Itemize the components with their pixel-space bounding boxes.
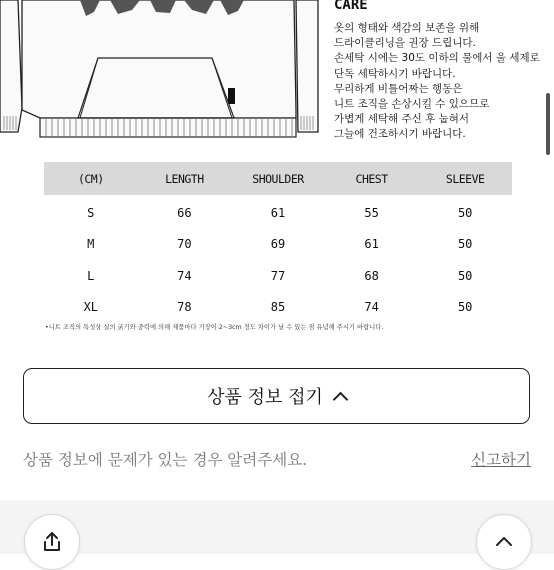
header-cell: SLEEVE [445, 171, 485, 186]
table-cell: 66 [177, 205, 192, 220]
table-cell: 50 [457, 205, 473, 220]
care-line: 무리하게 비틀어짜는 행동은 [334, 82, 463, 95]
care-title: CARE [334, 0, 368, 13]
care-line: 그늘에 건조하시기 바랍니다. [334, 128, 466, 141]
table-cell: 50 [457, 237, 473, 252]
table-cell: 61 [270, 205, 286, 220]
table-cell: 50 [457, 300, 473, 315]
care-line: 니트 조직을 손상시킬 수 있으므로 [334, 98, 490, 111]
care-line: 옷의 형태와 색감의 보존을 위해 [334, 22, 480, 34]
table-row [44, 292, 512, 324]
report-prompt-text: 상품 정보에 문제가 있는 경우 알려주세요. [23, 451, 308, 469]
share-button[interactable] [24, 514, 80, 570]
table-row [44, 229, 512, 261]
chevron-up-icon [492, 530, 516, 554]
table-cell: 78 [177, 300, 192, 315]
care-line: 손세탁 시에는 30도 이하의 물에서 울 세제로 [334, 52, 540, 65]
table-cell: 55 [364, 205, 379, 220]
report-link[interactable]: 신고하기 [471, 451, 531, 469]
header-cell: CHEST [355, 171, 388, 186]
care-line: 드라이클리닝을 권장 드립니다. [334, 37, 476, 50]
share-icon [40, 530, 64, 554]
scroll-to-top-button[interactable] [476, 514, 532, 570]
collapse-button-label: 상품 정보 접기 [207, 387, 323, 408]
table-cell: XL [83, 300, 99, 315]
chevron-up-icon [333, 391, 349, 407]
table-cell: L [87, 268, 95, 283]
bottom-action-bar [0, 500, 554, 554]
collapse-product-info-button[interactable] [23, 368, 530, 424]
table-cell: 74 [177, 268, 192, 283]
table-row [44, 260, 512, 292]
care-line: 단독 세탁하시기 바랍니다. [334, 67, 456, 80]
size-table [44, 162, 512, 323]
header-cell: SHOULDER [252, 171, 304, 186]
care-line: 가볍게 세탁해 주신 후 눕혀서 [334, 113, 470, 126]
table-row [44, 197, 512, 229]
table-cell: 68 [364, 268, 379, 283]
care-instructions [334, 21, 544, 143]
table-cell: 61 [364, 237, 379, 252]
size-table-header [44, 162, 512, 195]
table-cell: 69 [270, 237, 286, 252]
scrollbar[interactable] [546, 93, 550, 155]
table-cell: 50 [457, 268, 473, 283]
size-note: •니트 조직의 특성상 실의 굵기와 중력에 의해 제품마다 기장이 2~3cm 정도 차이가 날 수 있는 점 유념해 주시기 바랍니다. [45, 324, 384, 331]
header-cell: (CM) [77, 171, 104, 186]
table-cell: 85 [270, 300, 286, 315]
table-cell: M [87, 237, 95, 252]
table-cell: S [87, 205, 95, 220]
table-cell: 70 [177, 237, 192, 252]
header-cell: LENGTH [165, 171, 204, 186]
table-cell: 77 [270, 268, 286, 283]
table-cell: 74 [364, 300, 379, 315]
